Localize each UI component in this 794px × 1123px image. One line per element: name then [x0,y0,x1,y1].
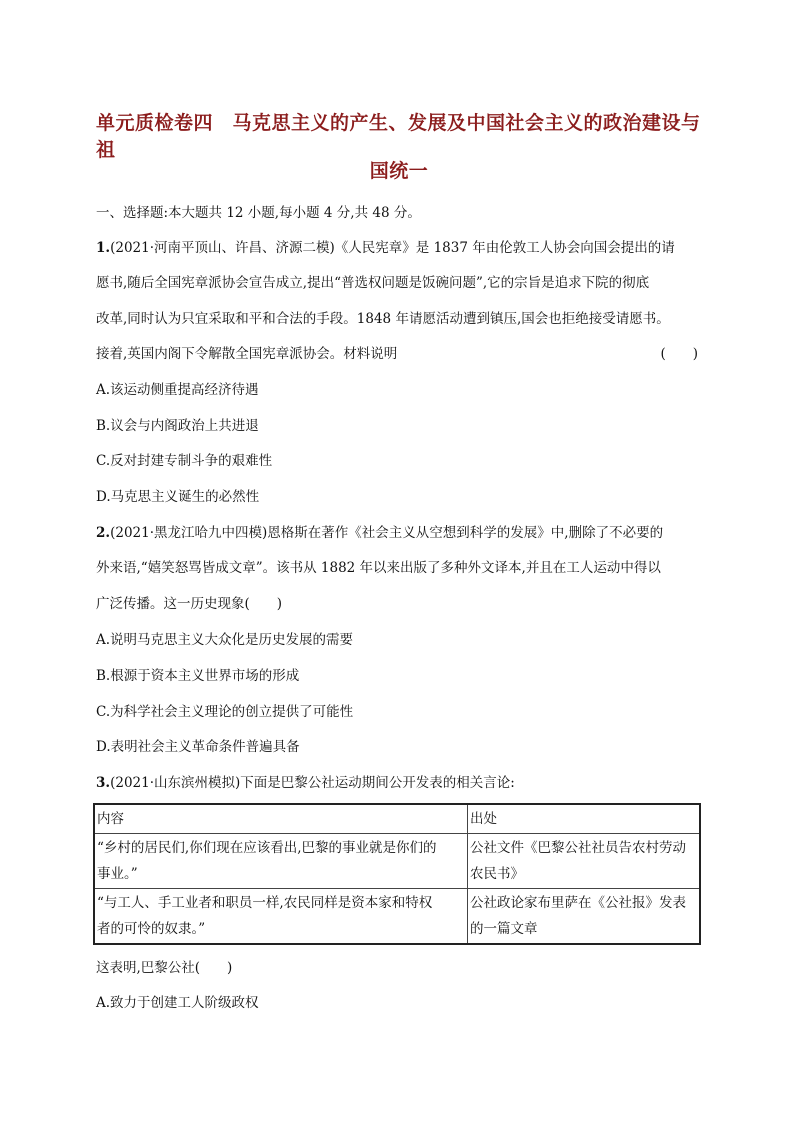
option-a: A.该运动侧重提高经济待遇 [96,382,259,398]
table-cell: 公社政论家布里萨在《公社报》发表 的一篇文章 [468,889,701,945]
table-row [94,889,700,945]
table-cell: “与工人、手工业者和职员一样,农民同样是资本家和特权 者的可怜的奴隶。” [94,889,468,945]
table-cell: 公社文件《巴黎公社社员告农村劳动 农民书》 [468,834,701,889]
table-header: 出处 [468,804,701,834]
table-row [94,834,700,889]
option-d: D.马克思主义诞生的必然性 [96,489,260,505]
option-b: B.议会与内阁政治上共进退 [96,418,259,434]
option-a: A.说明马克思主义大众化是历史发展的需要 [96,632,354,648]
question-2-line: 外来语,“嬉笑怒骂皆成文章”。该书从 1882 年以来出版了多种外文译本,并且在工人运动中得以 [96,560,661,576]
option-c: C.为科学社会主义理论的创立提供了可能性 [96,704,354,720]
question-1-line: 改革,同时认为只宜采取和平和合法的手段。1848 年请愿活动遭到镇压,国会也拒绝接受请愿书。 [96,311,670,327]
option-b: B.根源于资本主义世界市场的形成 [96,668,300,684]
question-1-line: 接着,英国内阁下令解散全国宪章派协会。材料说明 ( ) [96,346,698,362]
question-number: 2. [96,525,111,541]
section-heading: 一、选择题:本大题共 12 小题,每小题 4 分,共 48 分。 [96,205,421,221]
answer-parentheses: ( ) [660,346,698,362]
table-header-row [94,804,700,834]
page-title-line2: 国统一 [369,160,429,182]
question-2-line: 2.(2021·黑龙江哈九中四模)恩格斯在著作《社会主义从空想到科学的发展》中,删除了不必要的 [96,525,664,541]
question-number: 1. [96,240,111,256]
question-2-line: 广泛传播。这一历史现象( ) [96,596,283,612]
question-3-line: 3.(2021·山东滨州模拟)下面是巴黎公社运动期间公开发表的相关言论: [96,775,515,791]
question-1-line: 1.(2021·河南平顶山、许昌、济源二模)《人民宪章》是 1837 年由伦敦工人协会向国会提出的请 [96,240,675,256]
table-cell: “乡村的居民们,你们现在应该看出,巴黎的事业就是你们的 事业。” [94,834,468,889]
option-c: C.反对封建专制斗争的艰难性 [96,453,273,469]
option-a: A.致力于创建工人阶级政权 [96,995,259,1011]
table-header: 内容 [94,804,468,834]
question-1-line: 愿书,随后全国宪章派协会宣告成立,提出“普选权问题是饭碗问题”,它的宗旨是追求下院的彻底 [96,275,650,291]
source-table [93,803,701,945]
option-d: D.表明社会主义革命条件普遍具备 [96,739,300,755]
question-number: 3. [96,775,111,791]
page-title-line1: 单元质检卷四 马克思主义的产生、发展及中国社会主义的政治建设与祖 [96,112,701,161]
question-3-stem: 这表明,巴黎公社( ) [96,960,233,976]
